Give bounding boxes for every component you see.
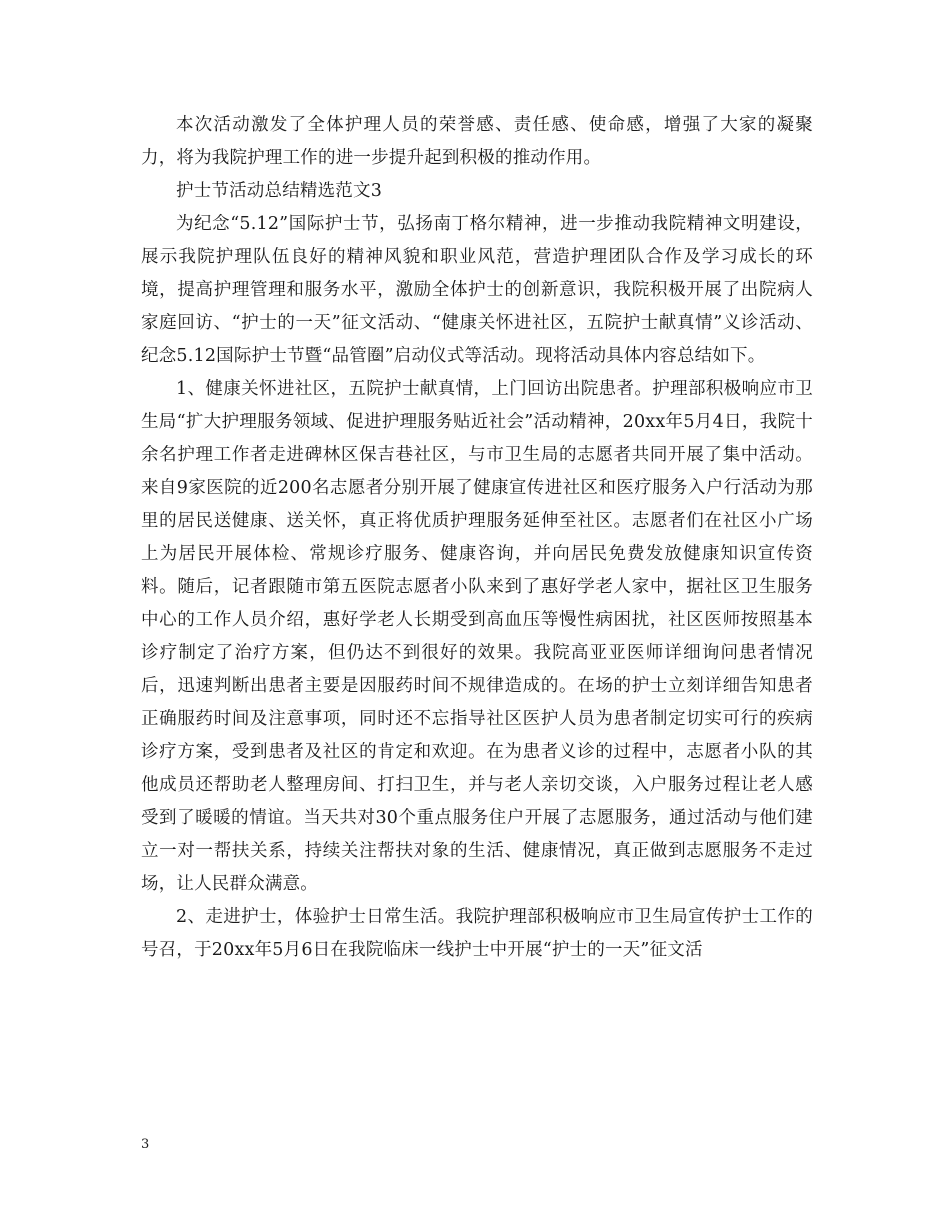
paragraph-overview: 为纪念“5.12”国际护士节，弘扬南丁格尔精神，进一步推动我院精神文明建设，展示我院护理队伍良好的精神风貌和职业风范，营造护理团队合作及学习成长的环境，提高护理管理和服务水平，激励全体护士的创新意识，我院积极开展了出院病人家庭回访、“护士的一天”征文活动、“健康关怀进社区，五院护士献真情”义诊活动、纪念5.12国际护士节暨“品管圈”启动仪式等活动。现将活动具体内容总结如下。 bbox=[141, 214, 813, 366]
paragraph-item-2: 2、走进护士，体验护士日常生活。我院护理部积极响应市卫生局宣传护士工作的号召，于20xx年5月6日在我院临床一线护士中开展“护士的一天”征文活 bbox=[141, 907, 813, 960]
paragraph-intro-conclusion: 本次活动激发了全体护理人员的荣誉感、责任感、使命感，增强了大家的凝聚力，将为我院护理工作的进一步提升起到积极的推动作用。 bbox=[141, 115, 813, 168]
paragraph-item-1: 1、健康关怀进社区，五院护士献真情，上门回访出院患者。护理部积极响应市卫生局“扩大护理服务领域、促进护理服务贴近社会”活动精神，20xx年5月4日，我院十余名护理工作者走进碑林区保吉巷社区，与市卫生局的志愿者共同开展了集中活动。来自9家医院的近200名志愿者分别开展了健康宣传进社区和医疗服务入户行活动为那里的居民送健康、送关怀，真正将优质护理服务延伸至社区。志愿者们在社区小广场上为居民开展体检、常规诊疗服务、健康咨询，并向居民免费发放健康知识宣传资料。随后，记者跟随市第五医院志愿者小队来到了惠好学老人家中，据社区卫生服务中心的工作人员介绍，惠好学老人长期受到高血压等慢性病困扰，社区医师按照基本诊疗制定了治疗方案，但仍达不到很好的效果。我院高亚亚医师详细询问患者情况后，迅速判断出患者主要是因服药时间不规律造成的。在场的护士立刻详细告知患者正确服药时间及注意事项，同时还不忘指导社区医护人员为患者制定切实可行的疾病诊疗方案，受到患者及社区的肯定和欢迎。在为患者义诊的过程中，志愿者小队的其他成员还帮助老人整理房间、打扫卫生，并与老人亲切交谈，入户服务过程让老人感受到了暖暖的情谊。当天共对30个重点服务住户开展了志愿服务，通过活动与他们建立一对一帮扶关系，持续关注帮扶对象的生活、健康情况，真正做到志愿服务不走过场，让人民群众满意。 bbox=[141, 379, 813, 894]
section-heading: 护士节活动总结精选范文3 bbox=[176, 181, 383, 201]
document-body bbox=[141, 109, 813, 967]
page-number: 3 bbox=[141, 1137, 150, 1152]
